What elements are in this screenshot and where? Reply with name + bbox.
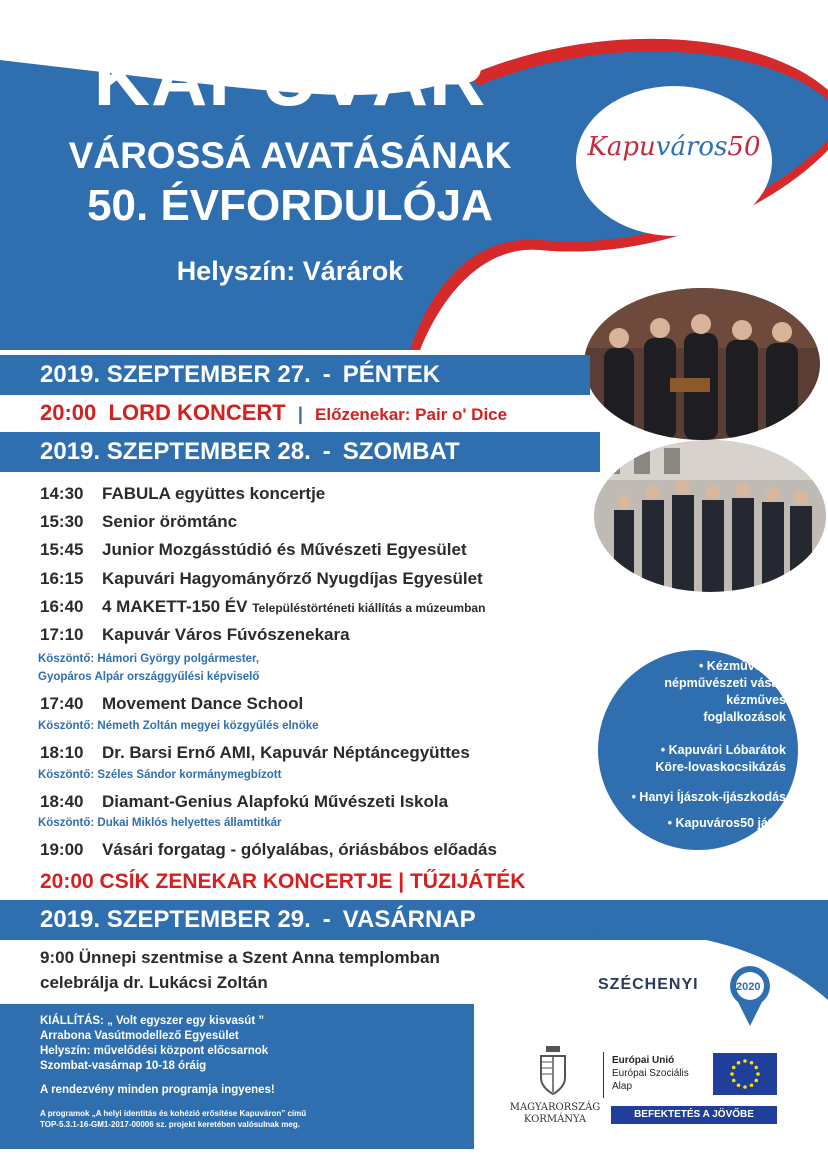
logo-part-1: Kapu: [587, 132, 656, 162]
invest-text: BEFEKTETÉS A JÖVŐBE: [634, 1109, 754, 1120]
program-time: 17:10: [40, 625, 84, 644]
program-time: 16:40: [40, 597, 84, 616]
gov-line-1: MAGYARORSZÁG: [509, 1102, 601, 1113]
band-photo-lord: [584, 288, 820, 440]
program-item: [40, 540, 467, 560]
program-note: Településtörténeti kiállítás a múzeumban: [252, 601, 486, 615]
eu-star: [730, 1072, 734, 1076]
eu-line-1: Európai Unió: [612, 1055, 675, 1066]
day2-sep: -: [322, 438, 331, 465]
greeting-line: Köszöntő: Németh Zoltán megyei közgyűlés elnöke: [38, 720, 319, 732]
exhibition-line: Helyszín: művelődési központ előcsarnok: [40, 1045, 269, 1057]
program-item: [40, 743, 470, 763]
page-title: KAPUVÁR: [93, 34, 487, 122]
kapuvaros50-logo: [576, 132, 772, 162]
program-title: Senior örömtánc: [102, 512, 238, 531]
program-item: [40, 694, 303, 714]
side-item: • Kapuváros50 játék: [667, 816, 786, 830]
greeting-line: Köszöntő: Dukai Miklós helyettes államtitkár: [38, 817, 282, 829]
exhibition-line: Arrabona Vasútmodellező Egyesület: [40, 1030, 239, 1042]
concert-title: LORD KONCERT: [108, 400, 286, 425]
day2-date: 2019. SZEPTEMBER 28.: [40, 438, 311, 465]
program-title: Movement Dance School: [102, 694, 304, 713]
exhibition-line: KIÁLLÍTÁS: „ Volt egyszer egy kisvasút ”: [40, 1015, 265, 1027]
eu-star: [750, 1061, 754, 1065]
szechenyi-text: SZÉCHENYI: [598, 976, 699, 993]
program-title: Diamant-Genius Alapfokú Művészeti Iskola: [102, 792, 449, 811]
program-item: [40, 792, 448, 812]
program-time: 15:30: [40, 512, 84, 531]
eu-star: [737, 1061, 741, 1065]
program-item: [40, 597, 485, 617]
day2-day: SZOMBAT: [342, 438, 460, 465]
program-title: FABULA együttes koncertje: [102, 484, 326, 503]
eu-star: [732, 1079, 736, 1083]
finale-line: 20:00 CSÍK ZENEKAR KONCERTJE | TŰZIJÁTÉK: [40, 870, 526, 893]
greeting-line: Köszöntő: Széles Sándor kormánymegbízott: [38, 769, 282, 781]
invest-banner: [611, 1106, 777, 1124]
concert-sub: Előzenekar: Pair o' Dice: [315, 405, 508, 424]
day1-sep: -: [322, 361, 331, 388]
program-time: 19:00: [40, 840, 84, 859]
venue-text: Helyszín: Várárok: [176, 256, 404, 286]
program-time: 18:10: [40, 743, 84, 762]
greeting-line: Gyopáros Alpár országgyűlési képviselő: [38, 671, 260, 683]
greeting-line: Köszöntő: Hámori György polgármester,: [38, 653, 260, 665]
project-note: A programok „A helyi identitás és kohézió erősítése Kapuváron” című: [40, 1109, 307, 1118]
band-photo-csik: [594, 440, 826, 592]
day3-sep: -: [322, 906, 331, 933]
eu-divider: [603, 1052, 604, 1098]
eu-flag-icon: [713, 1053, 777, 1095]
concert-time: 20:00: [40, 400, 97, 425]
eu-star: [754, 1079, 758, 1083]
project-note: TOP-5.3.1-16-GM1-2017-00006 sz. projekt keretében valósulnak meg.: [40, 1120, 300, 1129]
program-title: Junior Mozgásstúdió és Művészeti Egyesület: [102, 540, 467, 559]
free-entry-note: A rendezvény minden programja ingyenes!: [40, 1084, 275, 1096]
day3-line-2: celebrálja dr. Lukácsi Zoltán: [40, 973, 268, 992]
program-item: [40, 840, 497, 860]
eu-star: [754, 1066, 758, 1070]
program-item: [40, 512, 237, 532]
eu-star: [732, 1066, 736, 1070]
eu-star: [743, 1059, 747, 1063]
title-line-3: 50. ÉVFORDULÓJA: [87, 181, 493, 230]
program-time: 15:45: [40, 540, 84, 559]
eu-label: [612, 1054, 689, 1093]
logo-part-3: 50: [727, 132, 761, 162]
exhibition-line: Szombat-vasárnap 10-18 óráig: [40, 1060, 207, 1072]
szechenyi-year: 2020: [736, 981, 761, 993]
day1-date: 2019. SZEPTEMBER 27.: [40, 361, 311, 388]
day3-line-1: 9:00 Ünnepi szentmise a Szent Anna templomban: [40, 948, 440, 967]
program-title: Dr. Barsi Ernő AMI, Kapuvár Néptáncegyüttes: [102, 743, 470, 762]
eu-star: [750, 1083, 754, 1087]
szechenyi-logo: [598, 976, 699, 994]
eu-star: [743, 1085, 747, 1089]
concert-pipe: |: [297, 404, 303, 424]
hungarian-coat-of-arms-icon: [538, 1046, 568, 1096]
title-line-2: VÁROSSÁ AVATÁSÁNAK: [68, 135, 512, 176]
government-label: [500, 1102, 610, 1126]
eu-line-3: Alap: [612, 1081, 633, 1092]
program-time: 14:30: [40, 484, 84, 503]
program-time: 18:40: [40, 792, 84, 811]
program-time: 16:15: [40, 569, 84, 588]
side-item: • Hanyi Íjászok-íjászkodás: [631, 790, 786, 804]
program-title: 4 MAKETT-150 ÉV: [102, 597, 248, 616]
eu-line-2: Európai Szociális: [612, 1068, 689, 1079]
program-time: 17:40: [40, 694, 84, 713]
day1-concert: [40, 400, 507, 426]
program-item: [40, 569, 483, 589]
program-item: [40, 484, 325, 504]
day3-day: VASÁRNAP: [342, 906, 476, 933]
logo-part-2: város: [655, 132, 728, 162]
side-item: • Kapuvári Lóbarátok Köre-lovaskocsikázás: [655, 743, 786, 774]
program-title: Kapuvári Hagyományőrző Nyugdíjas Egyesület: [102, 569, 483, 588]
day3-date: 2019. SZEPTEMBER 29.: [40, 906, 311, 933]
program-item: [40, 625, 350, 645]
szechenyi-pin-icon: [728, 964, 772, 1028]
day2-heading-bar: [0, 432, 600, 472]
program-title: Vásári forgatag - gólyalábas, óriásbábos előadás: [102, 840, 497, 859]
side-item: • Kézműves és népművészeti vásár, kézműves foglalkozások: [664, 659, 786, 724]
day1-heading-bar: [0, 355, 590, 395]
day1-day: PÉNTEK: [342, 361, 441, 388]
program-title: Kapuvár Város Fúvószenekara: [102, 625, 350, 644]
gov-line-2: KORMÁNYA: [523, 1114, 587, 1125]
eu-star: [737, 1083, 741, 1087]
eu-star: [756, 1072, 760, 1076]
